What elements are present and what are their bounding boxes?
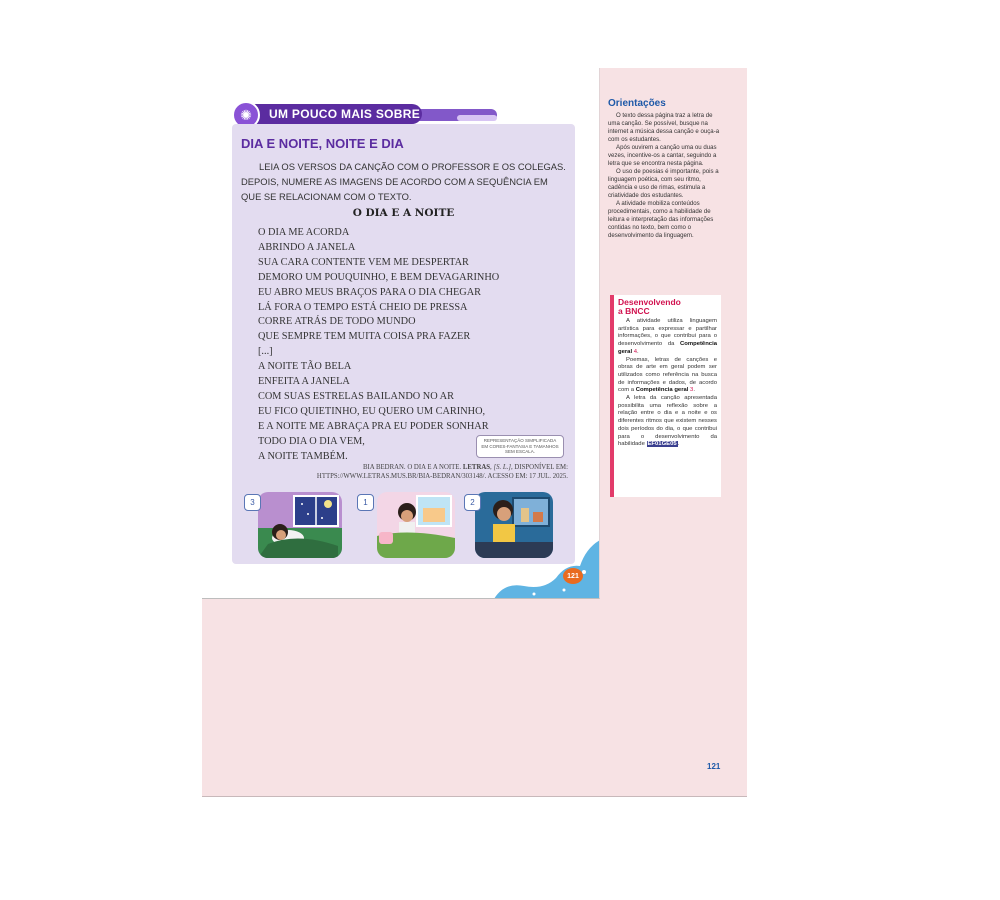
answer-box[interactable]: 3	[244, 494, 261, 511]
star-badge-icon: ✺	[232, 101, 260, 129]
poem-line: O DIA ME ACORDA	[258, 227, 350, 238]
poem-title: O DIA E A NOITE	[352, 207, 455, 219]
poem-line: CORRE ATRÁS DE TODO MUNDO	[258, 316, 416, 328]
orientations-paragraph: O uso de poesias é importante, pois a linguagem poética, com seu ritmo, cadência e uso de rimas, estimula a criatividade dos estudantes.	[608, 168, 719, 199]
poem-line: COM SUAS ESTRELAS BAILANDO NO AR	[258, 390, 454, 402]
poem-line: LÁ FORA O TEMPO ESTÁ CHEIO DE PRESSA	[258, 301, 468, 313]
scale-disclaimer: REPRESENTAÇÃO SIMPLIFICADA EM CORES-FANTASIA E TAMANHOS SEM ESCALA.	[476, 435, 564, 458]
page-number-badge: 121	[563, 568, 583, 584]
orientations-title: Orientações	[608, 98, 666, 109]
answer-box[interactable]: 1	[357, 494, 374, 511]
bncc-box	[610, 295, 721, 497]
poem-line: E A NOITE ME ABRAÇA PRA EU PODER SONHAR	[258, 420, 489, 432]
illustration-night	[244, 492, 344, 558]
poem-line: EU FICO QUIETINHO, EU QUERO UM CARINHO,	[258, 405, 486, 417]
poem-line: DEMORO UM POUQUINHO, E BEM DEVAGARINHO	[258, 271, 500, 283]
activity-panel	[232, 124, 575, 564]
spread-page-number: 121	[707, 762, 721, 771]
poem-lyrics	[258, 226, 499, 465]
wave-decoration	[494, 530, 600, 599]
poem-line: SUA CARA CONTENTE VEM ME DESPERTAR	[258, 256, 469, 268]
bncc-paragraph: Poemas, letras de canções e obras de arte em geral podem ser utilizados como referência na busca de informações e dados, de acordo com a Competência geral 3.	[618, 356, 717, 394]
night-scene-image	[258, 492, 342, 558]
section-banner	[232, 101, 497, 125]
orientations-paragraph: Após ouvirem a canção uma ou duas vezes, incentive-os a cantar, seguindo a letra que se encontra nesta página.	[608, 144, 717, 167]
poem-line: QUE SEMPRE TEM MUITA COISA PRA FAZER	[258, 331, 471, 343]
orientations-paragraph: O texto dessa página traz a letra de uma canção. Se possível, busque na internet a música dessa canção e ouça-a com os estudantes.	[608, 112, 720, 143]
bncc-text	[618, 318, 717, 449]
poem-line: A NOITE TAMBÉM.	[258, 450, 348, 462]
activity-title: DIA E NOITE, NOITE E DIA	[241, 136, 404, 151]
answer-box[interactable]: 2	[464, 494, 481, 511]
poem-line: ENFEITA A JANELA	[258, 376, 350, 388]
poem-line: ABRINDO A JANELA	[258, 241, 356, 253]
poem-line: EU ABRO MEUS BRAÇOS PARA O DIA CHEGAR	[258, 286, 482, 298]
orientations-sidebar	[608, 98, 721, 240]
bncc-paragraph: A letra da canção apresentada possibilita uma reflexão sobre a relação entre o dia e a noite e os diferentes ritmos que existem nesses dois períodos do dia, o que contribui para o desenvolvimento da habilidade EF01GE05.	[618, 395, 717, 448]
morning-scene-image	[377, 492, 455, 558]
orientations-paragraph: A atividade mobiliza conteúdos procedimentais, como a habilidade de leitura e interpretação das informações contidas no texto, bem como o desenvolvimento da linguagem.	[608, 200, 714, 239]
poem-line: A NOITE TÃO BELA	[258, 361, 352, 373]
source-citation: BIA BEDRAN. O DIA E A NOITE. LETRAS, [S. L.], DISPONÍVEL EM: HTTPS://WWW.LETRAS.MUS.BR/BIA-BEDRAN/303148/. ACESSO EM: 17 JUL. 2025.	[316, 464, 568, 480]
illustration-morning	[353, 492, 457, 558]
poem-line: [...]	[258, 346, 273, 358]
skill-code: EF01GE05	[647, 441, 677, 448]
banner-label: UM POUCO MAIS SOBRE	[269, 107, 421, 121]
poem-line: TODO DIA O DIA VEM,	[258, 435, 365, 447]
student-page	[202, 68, 600, 599]
orientations-text	[608, 112, 721, 240]
bncc-paragraph: A atividade utiliza linguagem artística para expressar e partilhar informações, o que contribui para o desenvolvimento da Competência geral 4.	[618, 318, 717, 355]
activity-instructions: LEIA OS VERSOS DA CANÇÃO COM O PROFESSOR E OS COLEGAS. DEPOIS, NUMERE AS IMAGENS DE ACORDO COM A SEQUÊNCIA EM QUE SE RELACIONAM COM O TEXTO.	[241, 161, 566, 202]
bncc-title: Desenvolvendo a BNCC	[618, 297, 681, 316]
